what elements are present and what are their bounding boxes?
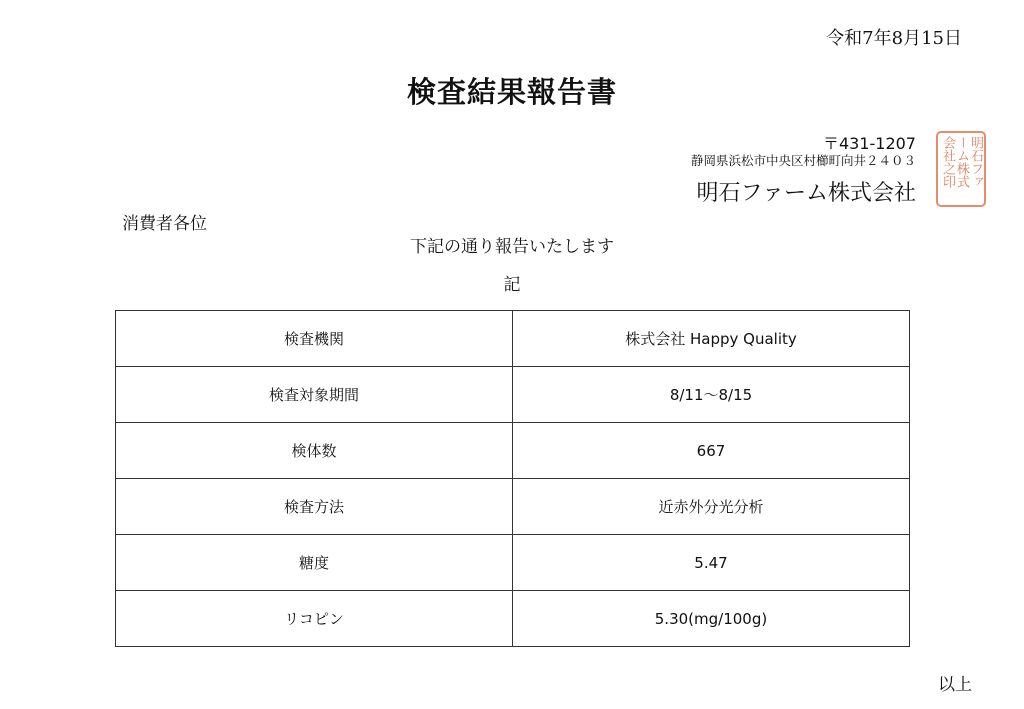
table-row (116, 591, 910, 647)
row-label: 糖度 (116, 535, 513, 591)
table-row (116, 367, 910, 423)
row-label: リコピン (116, 591, 513, 647)
seal-text-column: 会社之印 (940, 136, 955, 188)
table-row (116, 479, 910, 535)
intro-text: 下記の通り報告いたします (410, 237, 614, 257)
row-label: 検査機関 (116, 311, 513, 367)
seal-text-column: 明石ファ (968, 136, 983, 188)
row-label: 検査対象期間 (116, 367, 513, 423)
closing-text: 以上 (938, 675, 972, 695)
row-value: 近赤外分光分析 (513, 479, 910, 535)
row-value: 5.30(mg/100g) (513, 591, 910, 647)
sender-company-name: 明石ファーム株式会社 (696, 181, 916, 206)
seal-text-column: ーム株式 (954, 136, 969, 188)
report-date: 令和7年8月15日 (826, 28, 962, 49)
row-value: 5.47 (513, 535, 910, 591)
row-value: 株式会社 Happy Quality (513, 311, 910, 367)
sender-postal-code: 〒431-1207 (822, 134, 916, 153)
row-label: 検査方法 (116, 479, 513, 535)
company-seal-stamp (936, 131, 986, 207)
sender-address: 静岡県浜松市中央区村櫛町向井２４０３ (690, 153, 916, 168)
ki-mark: 記 (503, 275, 521, 295)
table-row (116, 535, 910, 591)
table-row (116, 423, 910, 479)
report-title: 検査結果報告書 (406, 75, 617, 109)
results-table (115, 310, 910, 647)
row-value: 8/11～8/15 (513, 367, 910, 423)
row-label: 検体数 (116, 423, 513, 479)
recipient: 消費者各位 (122, 214, 207, 234)
table-row (116, 311, 910, 367)
row-value: 667 (513, 423, 910, 479)
